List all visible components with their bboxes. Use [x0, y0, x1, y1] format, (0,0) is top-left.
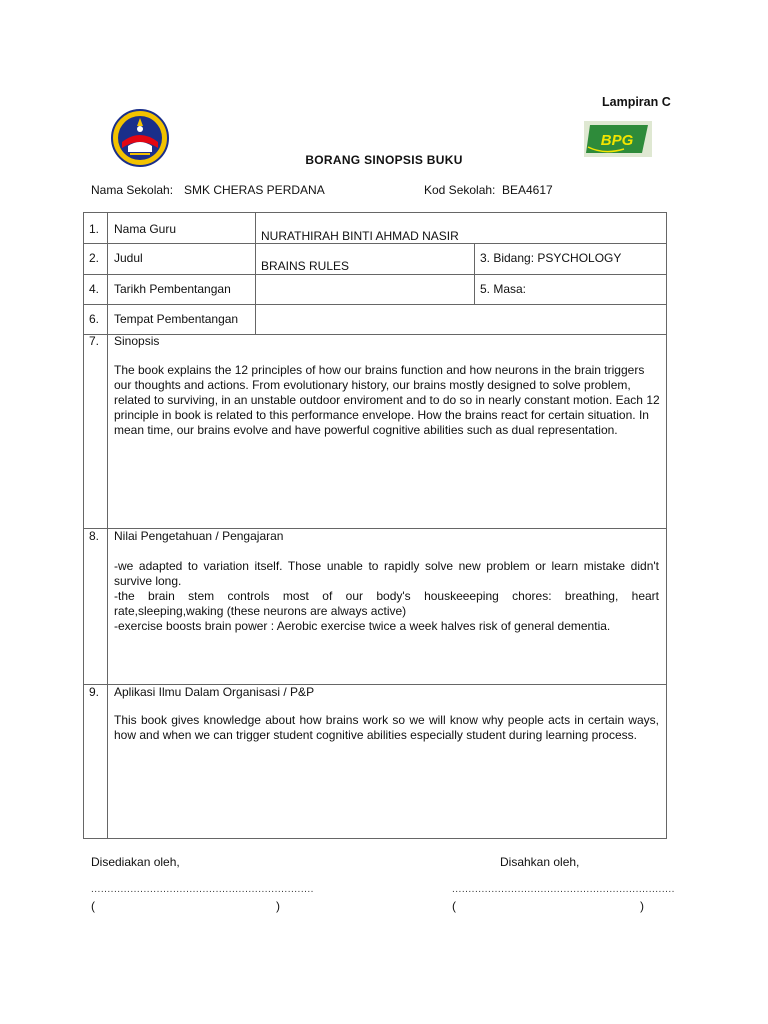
title-value: BRAINS RULES: [261, 259, 350, 273]
row-number: 8.: [89, 529, 100, 543]
knowledge-value-label: Nilai Pengetahuan / Pengajaran: [114, 529, 284, 543]
school-name-label: Nama Sekolah:: [91, 183, 174, 197]
prepared-signature-line: ....................................................................: [91, 884, 314, 895]
teacher-name-value: NURATHIRAH BINTI AHMAD NASIR: [261, 229, 459, 243]
knowledge-point-3: -exercise boosts brain power : Aerobic exercise twice a week halves risk of general dementia.: [114, 619, 611, 633]
prepared-open-paren: (: [91, 899, 95, 913]
synopsis-text: The book explains the 12 principles of how our brains function and how neurons in the brain triggers our thoughts and actions. From evolutionary history, our brains mostly designed to solve problem, related to surviving, in an unstable outdoor enviroment and to do so in nearly constant motion. Each 12 principle in book is related to this performance envelope. How the brains react for certain situation. In mean time, our brains evolve and have powerful cognitive abilities such as dual representation.: [114, 363, 660, 437]
school-name-value: SMK CHERAS PERDANA: [184, 183, 325, 197]
svg-text:BPG: BPG: [600, 132, 634, 149]
bpg-logo: [584, 121, 652, 157]
row-number: 7.: [89, 334, 100, 348]
row-number: 2.: [89, 251, 100, 265]
knowledge-point-1: -we adapted to variation itself. Those unable to rapidly solve new problem or learn mistake didn't survive long.: [114, 559, 659, 588]
approved-open-paren: (: [452, 899, 456, 913]
approved-signature-line: ....................................................................: [452, 884, 675, 895]
presentation-date-label: Tarikh Pembentangan: [114, 282, 231, 296]
lampiran-label: Lampiran C: [602, 95, 671, 109]
approved-by-label: Disahkan oleh,: [500, 855, 580, 869]
row-number: 4.: [89, 282, 100, 296]
field-label: 3. Bidang: PSYCHOLOGY: [480, 251, 622, 265]
school-code-label: Kod Sekolah:: [424, 183, 496, 197]
form-title: BORANG SINOPSIS BUKU: [305, 153, 463, 167]
prepared-close-paren: ): [276, 899, 280, 913]
knowledge-point-2: -the brain stem controls most of our body's houskeeeping chores: breathing, heart rate,sleeping,waking (these neurons are always active): [114, 589, 659, 618]
presentation-place-label: Tempat Pembentangan: [114, 312, 239, 326]
title-label: Judul: [114, 251, 143, 265]
school-code-value: BEA4617: [502, 183, 553, 197]
teacher-name-label: Nama Guru: [114, 222, 177, 236]
approved-close-paren: ): [640, 899, 644, 913]
application-label: Aplikasi Ilmu Dalam Organisasi / P&P: [114, 685, 315, 699]
time-label: 5. Masa:: [480, 282, 527, 296]
row-number: 6.: [89, 312, 100, 326]
row-number: 1.: [89, 222, 100, 236]
prepared-by-label: Disediakan oleh,: [91, 855, 180, 869]
synopsis-table: [83, 212, 667, 839]
application-text: This book gives knowledge about how brains work so we will know why people acts in certain ways, how and when we can trigger student cognitive abilities especially student during learning process.: [114, 713, 659, 742]
row-number: 9.: [89, 685, 100, 699]
synopsis-label: Sinopsis: [114, 334, 160, 348]
